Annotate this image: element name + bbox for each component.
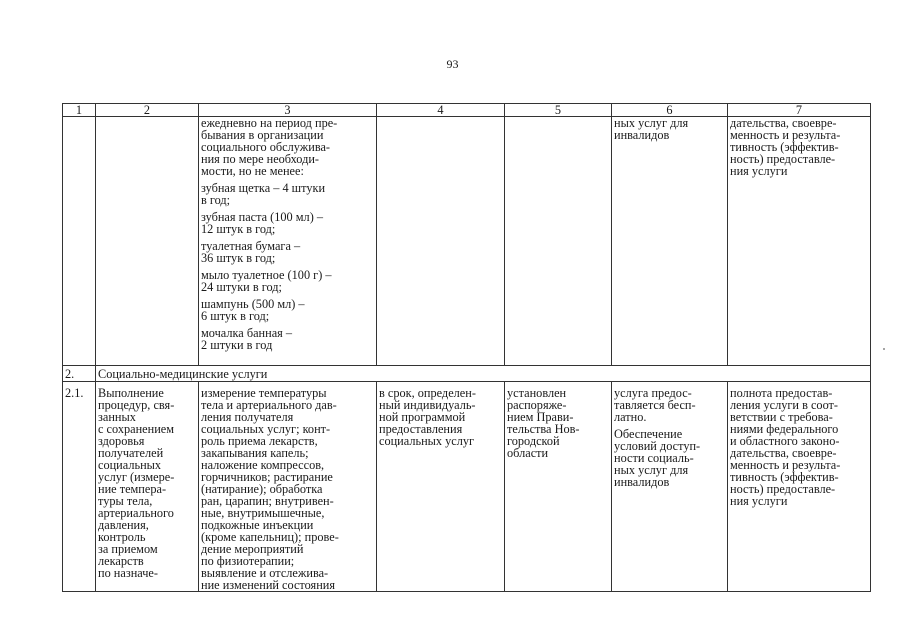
row2-col2-cell: Выполнение процедур, свя- занных с сохранением здоровья получателей социальных услуг (измере- ние темпера- туры тела, артериального давления, контроль за приемом лекарств по назначе- xyxy=(96,382,199,592)
table-header-row xyxy=(63,104,871,117)
column-header: 2 xyxy=(96,104,199,117)
column-header: 6 xyxy=(612,104,728,117)
payment-note: услуга предос- тавляется бесп- латно. xyxy=(614,386,696,424)
row1-col1-cell xyxy=(63,117,96,366)
table-row xyxy=(63,117,871,366)
row1-col6-cell: ных услуг для инвалидов xyxy=(612,117,728,366)
section-title: Социально-медицинские услуги xyxy=(96,366,871,382)
column-header: 4 xyxy=(377,104,505,117)
column-header: 3 xyxy=(199,104,377,117)
section-row xyxy=(63,366,871,382)
section-number: 2. xyxy=(63,366,96,382)
page-number: 93 xyxy=(446,57,459,71)
row2-col7-cell: полнота предостав- ления услуги в соот- ветствии с требова- ниями федерального и областного законо- дательства, своевре- менность и результа- тивность (эффектив- ность) предоставле- ния услуги xyxy=(728,382,871,592)
hygiene-item: шампунь (500 мл) – 6 штук в год; xyxy=(201,297,305,323)
scan-speck xyxy=(883,348,885,350)
row1-col3-cell xyxy=(199,117,377,366)
column-header: 1 xyxy=(63,104,96,117)
services-table xyxy=(62,103,871,592)
row2-col3-cell: измерение температуры тела и артериального дав- ления получателя социальных услуг; конт- роль приема лекарств, закапывания капель; наложение компрессов, горчичников; растирание (натирание); обработка ран, царапин; внутривен- ные, внутримышечные, подкожные инъекции (кроме капельниц); прове- дение мероприятий по физиотерапии; выявление и отслежива- ние изменений состояния xyxy=(199,382,377,592)
column-header: 7 xyxy=(728,104,871,117)
column-header: 5 xyxy=(505,104,612,117)
hygiene-intro: ежедневно на период пре- бывания в организации социального обслужива- ния по мере необходи- мости, но не менее: xyxy=(201,116,338,178)
row1-col5-cell xyxy=(505,117,612,366)
row2-col4-cell: в срок, определен- ный индивидуаль- ной программой предоставления социальных услуг xyxy=(377,382,505,592)
row1-col2-cell xyxy=(96,117,199,366)
accessibility-note: Обеспечение условий доступ- ности социаль- ных услуг для инвалидов xyxy=(614,427,701,489)
hygiene-item: зубная щетка – 4 штуки в год; xyxy=(201,181,326,207)
hygiene-item: туалетная бумага – 36 штук в год; xyxy=(201,239,301,265)
hygiene-item: мочалка банная – 2 штуки в год xyxy=(201,326,293,352)
row2-number: 2.1. xyxy=(63,382,96,592)
row2-col6-cell xyxy=(612,382,728,592)
hygiene-item: мыло туалетное (100 г) – 24 штуки в год; xyxy=(201,268,332,294)
row2-col5-cell: установлен распоряже- нием Прави- тельства Нов- городской области xyxy=(505,382,612,592)
hygiene-item: зубная паста (100 мл) – 12 штук в год; xyxy=(201,210,324,236)
table-row xyxy=(63,382,871,592)
row1-col7-cell: дательства, своевре- менность и результа- тивность (эффектив- ность) предоставле- ния услуги xyxy=(728,117,871,366)
row1-col4-cell xyxy=(377,117,505,366)
